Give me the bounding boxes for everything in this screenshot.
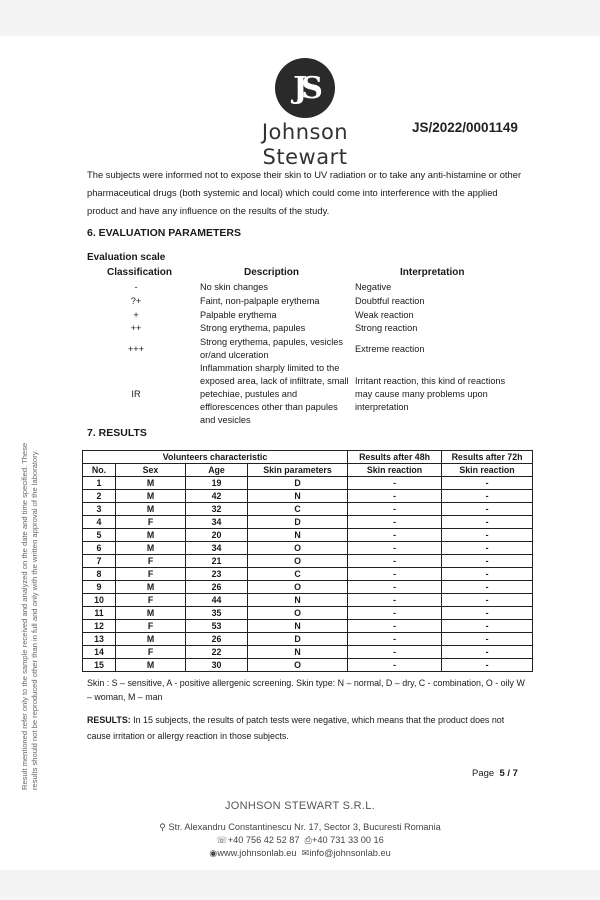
cell-r72: -	[442, 516, 533, 529]
cell-r72: -	[442, 646, 533, 659]
scale-interp: Strong reaction	[355, 323, 418, 333]
cell-r72: -	[442, 529, 533, 542]
cell-r48: -	[348, 620, 442, 633]
cell-sex: F	[116, 620, 186, 633]
cell-age: 22	[186, 646, 248, 659]
cell-age: 30	[186, 659, 248, 672]
results-paragraph	[87, 712, 527, 744]
table-row	[83, 646, 533, 659]
cell-sex: M	[116, 477, 186, 490]
cell-r48: -	[348, 633, 442, 646]
cell-r48: -	[348, 542, 442, 555]
cell-age: 34	[186, 542, 248, 555]
cell-skin: N	[248, 646, 348, 659]
cell-r72: -	[442, 633, 533, 646]
cell-no: 14	[83, 646, 116, 659]
table-row	[83, 477, 533, 490]
cell-no: 7	[83, 555, 116, 568]
table-row	[83, 568, 533, 581]
results-text: In 15 subjects, the results of patch tests were negative, which means that the product does not cause irritation or allergy reaction in those subjects.	[87, 715, 505, 741]
scale-interp: Doubtful reaction	[355, 296, 425, 306]
cell-no: 4	[83, 516, 116, 529]
footer-web: www.johnsonlab.eu	[217, 848, 297, 858]
cell-age: 21	[186, 555, 248, 568]
footer-web-line	[0, 848, 600, 859]
cell-no: 5	[83, 529, 116, 542]
col-age: Age	[186, 464, 248, 477]
cell-sex: F	[116, 555, 186, 568]
cell-sex: F	[116, 516, 186, 529]
table-row	[83, 490, 533, 503]
table-row	[83, 659, 533, 672]
cell-age: 19	[186, 477, 248, 490]
scale-class: +	[133, 310, 139, 320]
phone-icon: ☏	[216, 835, 228, 845]
cell-r72: -	[442, 594, 533, 607]
cell-no: 11	[83, 607, 116, 620]
table-row	[83, 594, 533, 607]
cell-r48: -	[348, 516, 442, 529]
cell-skin: D	[248, 477, 348, 490]
col-skin-reaction-48h: Skin reaction	[348, 464, 442, 477]
cell-no: 1	[83, 477, 116, 490]
header-classification: Classification	[107, 267, 173, 278]
table-legend: Skin : S – sensitive, A - positive allergenic screening. Skin type: N – normal, D – dry, C - combination, O - oily W – woman, M – man	[87, 678, 525, 702]
cell-age: 44	[186, 594, 248, 607]
cell-sex: F	[116, 646, 186, 659]
cell-age: 42	[186, 490, 248, 503]
globe-icon: ◉	[209, 848, 218, 858]
cell-skin: C	[248, 568, 348, 581]
page-number	[472, 768, 518, 779]
cell-r48: -	[348, 594, 442, 607]
cell-no: 9	[83, 581, 116, 594]
cell-skin: N	[248, 594, 348, 607]
email-icon: ✉	[301, 848, 310, 858]
scale-interp: Negative	[355, 282, 392, 292]
scale-desc: Faint, non-palpaple erythema	[200, 296, 320, 306]
cell-r48: -	[348, 477, 442, 490]
cell-sex: M	[116, 659, 186, 672]
cell-no: 8	[83, 568, 116, 581]
scale-class: +++	[127, 344, 145, 354]
scale-class: ?+	[130, 296, 142, 306]
location-pin-icon: ⚲	[159, 822, 169, 832]
scale-interp: Irritant reaction, this kind of reactions may cause many problems upon interpretation	[355, 376, 506, 412]
cell-skin: O	[248, 607, 348, 620]
report-reference: JS/2022/0001149	[412, 120, 518, 135]
table-row	[83, 503, 533, 516]
cell-r48: -	[348, 529, 442, 542]
group-48h: Results after 48h	[348, 451, 442, 464]
table-row	[83, 633, 533, 646]
cell-sex: F	[116, 594, 186, 607]
cell-no: 13	[83, 633, 116, 646]
footer-email: info@johnsonlab.eu	[309, 848, 391, 858]
cell-sex: M	[116, 529, 186, 542]
page-count: 5 / 7	[499, 768, 518, 779]
scan-bottom-margin	[0, 870, 600, 900]
table-row	[83, 581, 533, 594]
cell-skin: O	[248, 542, 348, 555]
logo-name-line2: Stewart	[262, 145, 348, 169]
footer-fax: +40 731 33 00 16	[311, 835, 384, 845]
cell-sex: M	[116, 542, 186, 555]
cell-sex: M	[116, 503, 186, 516]
intro-paragraph: The subjects were informed not to expose their skin to UV radiation or to take any anti-histamine or other pharmaceutical drugs (both systemic and local) which could come into interference with the applied product and have any influence on the results of the study.	[87, 169, 522, 216]
table-row	[83, 555, 533, 568]
cell-no: 3	[83, 503, 116, 516]
scale-class: IR	[131, 389, 141, 399]
cell-r72: -	[442, 542, 533, 555]
scale-desc: Strong erythema, papules	[200, 323, 306, 333]
cell-sex: M	[116, 633, 186, 646]
cell-skin: O	[248, 659, 348, 672]
cell-r48: -	[348, 646, 442, 659]
logo-name-line1: Johnson	[261, 120, 349, 144]
scale-interp: Extreme reaction	[355, 344, 425, 354]
cell-skin: N	[248, 490, 348, 503]
scale-desc: Inflammation sharply limited to the exposed area, lack of infiltrate, small petechiae, pustules and efflorescences other than papules and vesicles	[200, 363, 349, 425]
company-logo	[255, 58, 355, 168]
cell-r48: -	[348, 503, 442, 516]
cell-skin: O	[248, 581, 348, 594]
table-row	[83, 607, 533, 620]
cell-r72: -	[442, 477, 533, 490]
cell-r48: -	[348, 659, 442, 672]
col-no: No.	[83, 464, 116, 477]
table-row	[83, 516, 533, 529]
section-7-title: 7. RESULTS	[87, 427, 147, 439]
results-label: RESULTS:	[87, 715, 131, 725]
cell-no: 12	[83, 620, 116, 633]
cell-r72: -	[442, 607, 533, 620]
cell-r48: -	[348, 607, 442, 620]
section-6-title: 6. EVALUATION PARAMETERS	[87, 227, 242, 239]
cell-no: 10	[83, 594, 116, 607]
group-volunteers: Volunteers characteristic	[83, 451, 348, 464]
scale-class: ++	[130, 323, 142, 333]
cell-skin: N	[248, 620, 348, 633]
cell-skin: C	[248, 503, 348, 516]
col-skin-parameters: Skin parameters	[248, 464, 348, 477]
scale-desc: Palpable erythema	[200, 310, 277, 320]
cell-sex: M	[116, 581, 186, 594]
footer-phone: +40 756 42 52 87	[227, 835, 300, 845]
cell-skin: O	[248, 555, 348, 568]
evaluation-scale-label: Evaluation scale	[87, 252, 166, 263]
header-interpretation: Interpretation	[400, 267, 465, 278]
footer-address: Str. Alexandru Constantinescu Nr. 17, Sector 3, Bucuresti Romania	[168, 822, 441, 832]
cell-sex: M	[116, 607, 186, 620]
cell-age: 20	[186, 529, 248, 542]
cell-no: 15	[83, 659, 116, 672]
header-description: Description	[244, 267, 300, 278]
footer-contact-line	[0, 835, 600, 846]
footer-company: JONHSON STEWART S.R.L.	[224, 800, 376, 812]
scale-desc: No skin changes	[200, 282, 268, 292]
cell-r72: -	[442, 581, 533, 594]
page-label: Page	[472, 768, 495, 779]
cell-no: 2	[83, 490, 116, 503]
fax-icon: ⎙	[304, 835, 312, 845]
cell-skin: D	[248, 516, 348, 529]
cell-age: 53	[186, 620, 248, 633]
cell-age: 34	[186, 516, 248, 529]
col-skin-reaction-72h: Skin reaction	[442, 464, 533, 477]
cell-age: 32	[186, 503, 248, 516]
scale-class: -	[134, 282, 138, 292]
logo-monogram-icon: JS	[275, 58, 335, 118]
group-72h: Results after 72h	[442, 451, 533, 464]
scan-top-margin	[0, 0, 600, 36]
cell-r48: -	[348, 555, 442, 568]
scale-interp: Weak reaction	[355, 310, 414, 320]
cell-r72: -	[442, 555, 533, 568]
cell-sex: M	[116, 490, 186, 503]
cell-skin: N	[248, 529, 348, 542]
scale-desc: Strong erythema, papules, vesicles or/and ulceration	[200, 337, 343, 360]
footer-address-line	[0, 822, 600, 833]
cell-r72: -	[442, 490, 533, 503]
cell-age: 26	[186, 633, 248, 646]
table-row	[83, 529, 533, 542]
cell-age: 35	[186, 607, 248, 620]
cell-r48: -	[348, 490, 442, 503]
results-table	[82, 450, 533, 672]
cell-r72: -	[442, 659, 533, 672]
table-row	[83, 620, 533, 633]
cell-r72: -	[442, 620, 533, 633]
cell-age: 26	[186, 581, 248, 594]
cell-r72: -	[442, 503, 533, 516]
col-sex: Sex	[116, 464, 186, 477]
cell-age: 23	[186, 568, 248, 581]
cell-r72: -	[442, 568, 533, 581]
table-row	[83, 542, 533, 555]
cell-skin: D	[248, 633, 348, 646]
cell-r48: -	[348, 581, 442, 594]
cell-r48: -	[348, 568, 442, 581]
cell-no: 6	[83, 542, 116, 555]
cell-sex: F	[116, 568, 186, 581]
vertical-disclaimer: Result mentioned refer only to the sample received and analyzed on the date and time specified. These results should not be reproduced other than in full and only with the written approval of the laboratory.	[20, 442, 39, 790]
